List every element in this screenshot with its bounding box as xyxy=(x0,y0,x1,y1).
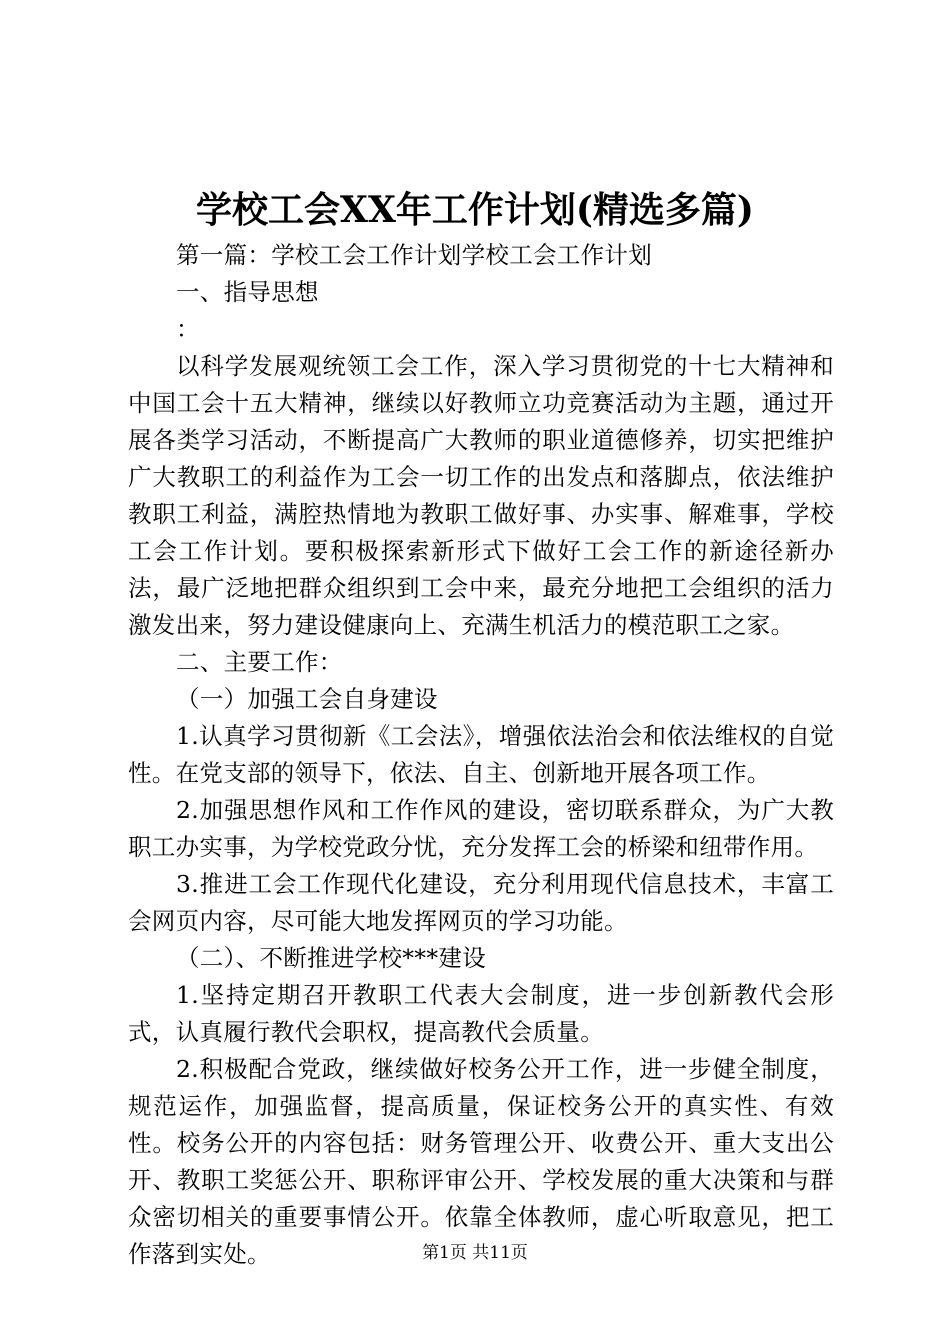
heading-main-work: 二、主要工作： xyxy=(176,648,343,676)
subheading-self-building: （一）加强工会自身建设 xyxy=(176,685,438,713)
paragraph-guiding-ideology: 以科学发展观统领工会工作，深入学习贯彻党的十七大精神和中国工会十五大精神，继续以好教师立功竞赛活动为主题，通过开展各类学习活动，不断提高广大教师的职业道德修养，切实把维护广大教职工的利益作为工会一切工作的出发点和落脚点，依法维护教职工利益，满腔热情地为教职工做好事、办实事、解难事，学校工会工作计划。要积极探索新形式下做好工会工作的新途径新办法，最广泛地把群众组织到工会中来，最充分地把工会组织的活力激发出来，努力建设健康向上、充满生机活力的模范职工之家。 xyxy=(128,352,834,639)
paragraph-item-1: 1.认真学习贯彻新《工会法》，增强依法治会和依法维权的自觉性。在党支部的领导下，依法、自主、创新地开展各项工作。 xyxy=(128,722,834,787)
page-number-footer: 第1页 共11页 xyxy=(422,1243,528,1263)
subheading-school-building: （二）、不断推进学校***建设 xyxy=(176,944,486,972)
section-heading-1: 第一篇：学校工会工作计划学校工会工作计划 xyxy=(176,241,652,269)
paragraph-item-2: 2.加强思想作风和工作作风的建设，密切联系群众，为广大教职工办实事，为学校党政分忧，充分发挥工会的桥梁和纽带作用。 xyxy=(128,796,834,861)
paragraph-item-3: 3.推进工会工作现代化建设，充分利用现代信息技术，丰富工会网页内容，尽可能大地发挥网页的学习功能。 xyxy=(128,870,834,935)
document-body xyxy=(128,237,834,1273)
heading-guiding-ideology: 一、指导思想 xyxy=(176,278,319,306)
paragraph-item-4: 1.坚持定期召开教职工代表大会制度，进一步创新教代会形式，认真履行教代会职权，提高教代会质量。 xyxy=(128,981,834,1046)
paragraph-item-5: 2.积极配合党政，继续做好校务公开工作，进一步健全制度，规范运作，加强监督，提高质量，保证校务公开的真实性、有效性。校务公开的内容包括：财务管理公开、收费公开、重大支出公开、教职工奖惩公开、职称评审公开、学校发展的重大决策和与群众密切相关的重要事情公开。依靠全体教师，虚心听取意见，把工作落到实处。 xyxy=(128,1055,834,1268)
document-title: 学校工会XX年工作计划(精选多篇) xyxy=(196,189,754,231)
colon-line: ： xyxy=(176,315,200,343)
